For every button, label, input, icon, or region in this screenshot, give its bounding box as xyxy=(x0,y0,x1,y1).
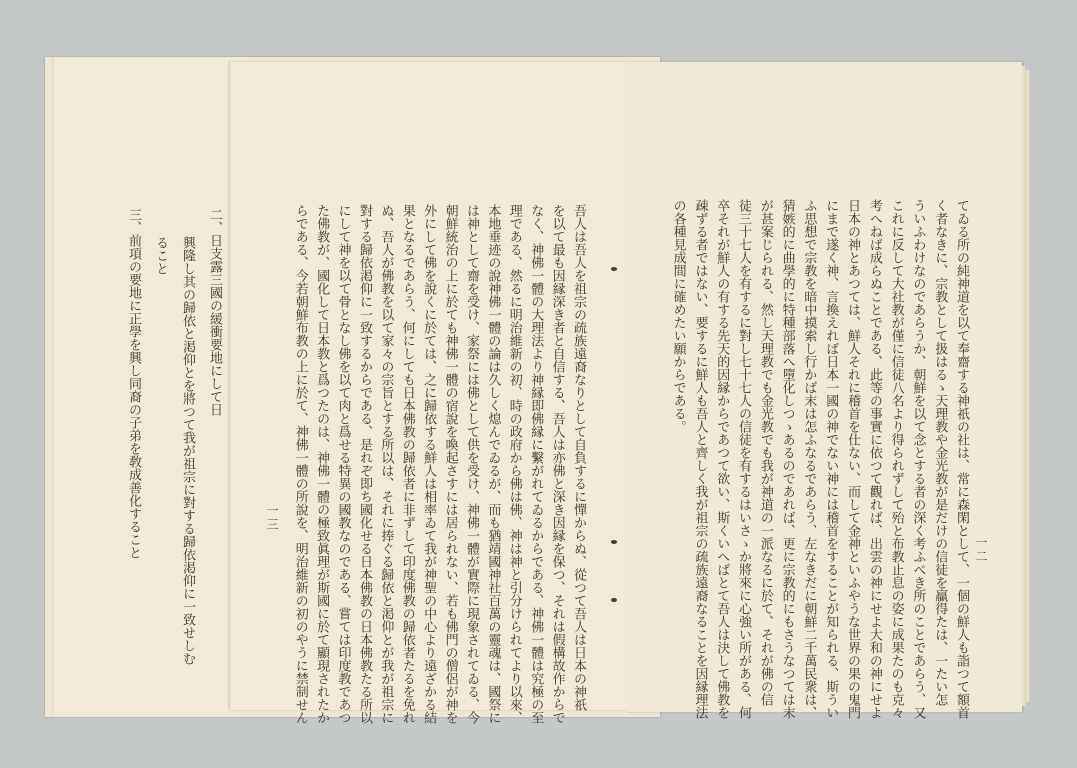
text-column: ぬ、吾人が佛教を以て家々の宗旨とする所以は、それに捧ぐる歸依と渇仰とが我が祖宗に xyxy=(378,204,394,724)
text-column: 考へねば成らぬことである、此等の事實に依つて觀れば、出雲の神にせよ大和の神にせよ xyxy=(866,199,882,719)
text-column: 卒それが鮮人の有する先天的因縁からであつて欲い、斯くいへばとて吾人は決して佛教を xyxy=(714,199,730,719)
text-column: 徒三十七人を有するに對し七十七人の信徒を有するはいさゝか將來に心強い所がある、何 xyxy=(736,199,752,719)
text-column: 吾人は吾人を祖宗の疏族遠裔なりとして自負するに憚からぬ、從つて吾人は日本の神祇 xyxy=(571,204,586,711)
far-left-page xyxy=(52,58,244,714)
text-column: 對する歸依渇仰に一致するからである、是れぞ即ち國化せる日本佛教の日本佛教たる所以 xyxy=(356,204,372,724)
text-column: にして神を以て骨となし佛を以て肉と爲せる特異の國教なのである、嘗ては印度教であつ xyxy=(335,204,351,724)
list-item-3: 三、前項の要地に正學を興し同裔の子弟を敎成善化すること xyxy=(126,208,141,559)
text-column: なく、神佛一體の大理法より神縁即佛縁に繫がれてゐるからである、神佛一體は究極の至 xyxy=(528,204,544,724)
text-column: 疎ずる者ではない、要するに鮮人も吾人と齊しく我が祖宗の疏族遠裔なることを因縁理法 xyxy=(692,199,708,719)
text-column: た佛教が、國化して日本教と爲つたのは、神佛一體の極致眞理が斯國に於て顯現されたか xyxy=(314,204,330,724)
page-number: 一二 xyxy=(974,536,988,564)
text-column: これに反して大社教が僅に信徒八名より得られずして殆と布教止息の姿に成果たのも克々 xyxy=(888,199,904,719)
text-column: 猜嫉的に曲學的に特種部落へ墮化しつゝあるのであれば、更に宗教的にもさうなつては末 xyxy=(779,199,795,719)
page-number: 一三 xyxy=(265,504,279,532)
text-column: 理である、然るに明治維新の初、時の政府から佛は佛、神は神と引分けられてより以來、 xyxy=(506,204,522,724)
text-column: てゐる所の純神道を以て奉齋する神祇の社は、常に森閑として、一個の鮮人も詣つて額首 xyxy=(954,199,969,719)
text-column: ふ思想で宗教を暗中摸索し行かば末は怎ふなるであらう、左なきだに朝鮮二千萬民衆は、 xyxy=(801,199,817,719)
right-page xyxy=(627,62,1022,719)
binding-hole xyxy=(611,598,617,602)
page-edges xyxy=(1026,70,1030,702)
text-column: 果となるであらう、何にしても日本佛教の歸依者に非ずして印度佛教の歸依者たるを免れ xyxy=(399,204,415,724)
text-column: 外にして佛を說くに於ては、之に歸依する鮮人は相率ゐて我が神聖の中心より遠ざかる結 xyxy=(421,204,437,724)
text-column: は神として齋を受け、家祭には佛として供を受け、神佛一體が實際に現象されてゐる、今 xyxy=(463,204,479,724)
binding-hole xyxy=(611,267,617,271)
text-column: の各種見成間に確めたい願からである。 xyxy=(670,199,686,433)
text-column: 朝鮮統治の上に於ても神佛一體の宿說を喚起さすには居られない、若も佛門の僧侶が神を xyxy=(442,204,458,724)
list-item-2-end: ること xyxy=(153,223,168,275)
left-page xyxy=(230,62,627,724)
text-column: 日本の神とあつては、鮮人それに稽首を仕ない、而して金神といふやうな世界の果の鬼門 xyxy=(845,199,861,719)
left-page-text xyxy=(289,204,589,724)
list-item-2: 二、日支露三國の緩衝要地にして日 xyxy=(207,208,222,416)
text-column: が甚案じられる、然し天理教でも金光教でも我が神道の一派なるに於て、それが佛の信 xyxy=(757,199,773,706)
text-column: らである、今若朝鮮布教の上に於て、神佛一體の所說を、明治維新の初のやうに禁制せん xyxy=(292,204,308,724)
right-page-text xyxy=(667,199,972,719)
list-item-2-cont: 興隆し其の歸依と渇仰とを將つて我が祖宗に對する歸依渇仰に一致せしむ xyxy=(180,223,195,665)
binding-hole xyxy=(611,540,617,544)
text-column: 本地垂迹の說神佛一體の論は久しく熄んでゐるが、而も猶靖國神社百萬の靈魂は、國祭に xyxy=(485,204,501,724)
text-column: を以て最も因縁深き者と自信する、吾人は亦佛と深き因縁を保つ、それは假構故作からで xyxy=(549,204,565,724)
text-column: にまで遂く神、言換えれば日本一國の神でない神には稽首をすることが知られる、斯うい xyxy=(823,199,839,719)
far-left-text xyxy=(120,208,228,748)
text-column: ういふわけなのであらうか、朝鮮を以て念とする者の深く考ふべき所のことであらう、又 xyxy=(910,199,926,719)
text-column: く者なきに、宗教として扱はるゝ天理教や金光教が是だけの信徒を贏得たは、一たい怎 xyxy=(932,199,948,706)
